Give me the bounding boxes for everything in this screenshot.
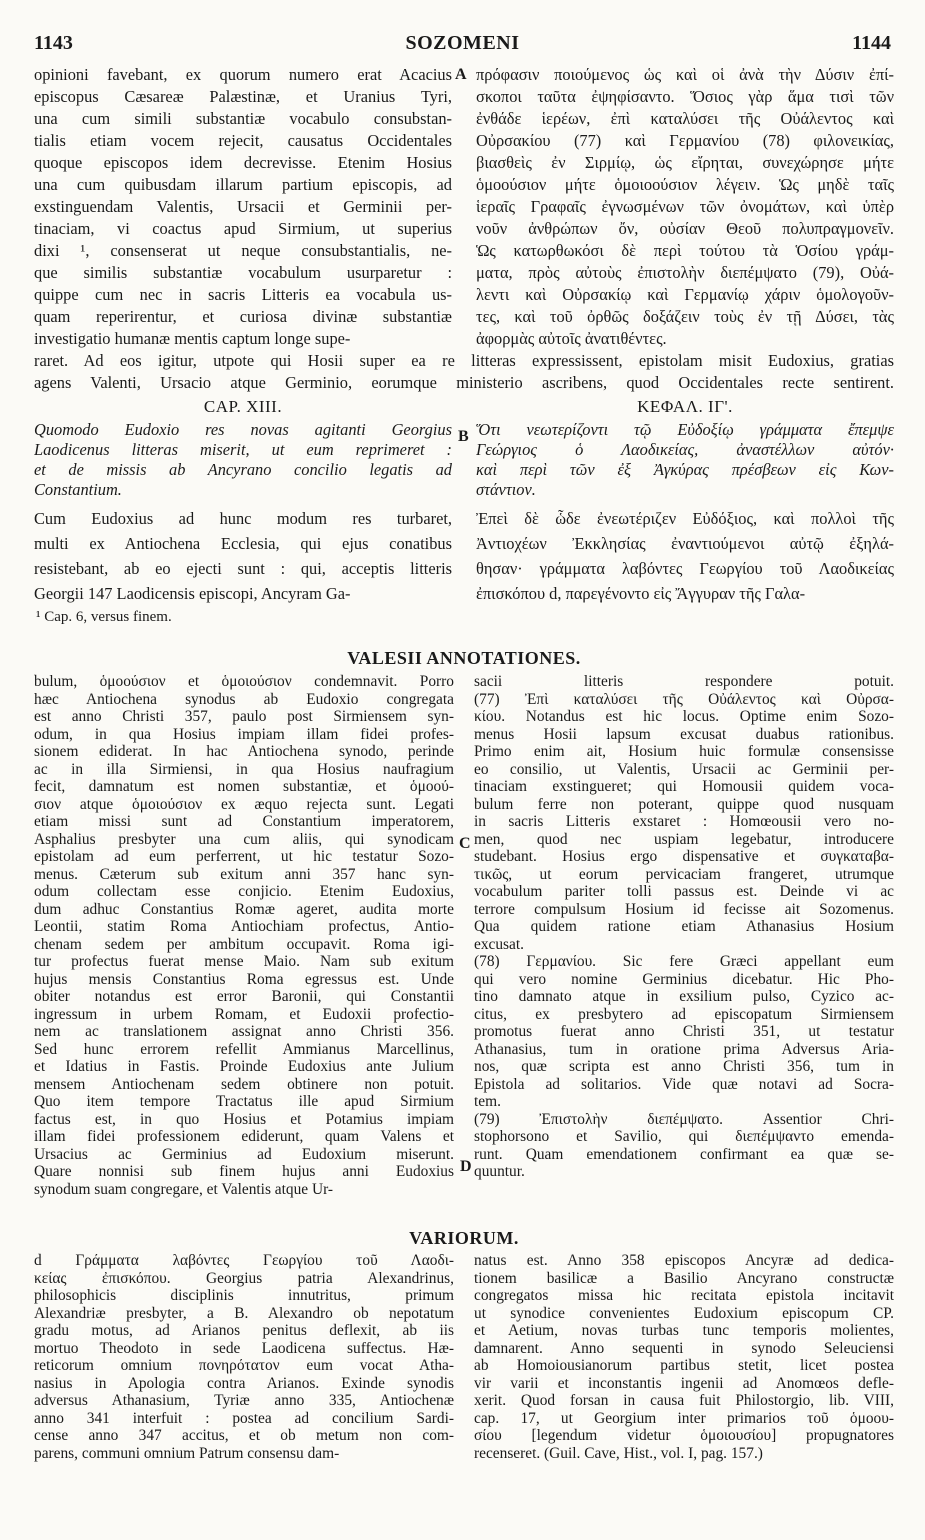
latin-chapter-heading: CAP. XIII.: [203, 397, 283, 416]
greek-text-line: σκοποι ταῦτα ἐψηφίσαντο. Ὅσιος γὰρ ἅμα τισὶ τῶν: [476, 87, 894, 106]
greek-chapter-heading: ΚΕΦΑΛ. ΙΓ'.: [637, 397, 733, 416]
annotation-line: tur profectus fuerat mense Maio. Nam sub exitum: [34, 953, 454, 970]
greek-text-line: Ἀντιοχέων Ἐκκλησίας ἐναντιούμενοι αὐτῷ ἐξηλά-: [476, 534, 894, 553]
latin-text-line: quam reperirentur, et curiosa divinæ substantiæ: [34, 307, 452, 326]
annotation-line: epistolam ad eum perferrent, ut hic testatur Sozo-: [34, 848, 454, 865]
greek-text-line: βιασθεὶς ἐν Σιρμίῳ, ὡς εἴρηται, συνεχώρησε μήτε: [476, 153, 894, 172]
greek-text-line: πρόφασιν ποιούμενος ὡς καὶ οἱ ἀνὰ τὴν Δύσιν ἐπί-: [476, 65, 894, 84]
annotation-line: dum adhuc Constantius Romæ ageret, audita morte: [34, 900, 454, 918]
annotation-line: terrore compulsum Hosium id fecisse ait Sozomenus.: [474, 900, 894, 918]
valesii-left-column: [34, 673, 454, 1198]
chapter-headings: [34, 396, 894, 418]
margin-letter-b: B: [458, 428, 469, 445]
greek-chapter-text: [476, 506, 894, 606]
margin-letter-a: A: [455, 66, 467, 83]
variorum-line: cense anno 347 accitus, et ob metum non com-: [34, 1427, 454, 1444]
greek-summary-line: στάντιον.: [476, 480, 536, 499]
annotation-line: promotus fuerat anno Christi 351, ut testatur: [474, 1023, 894, 1040]
variorum-line: et Aetium, novas turbas tunc temporis molientes,: [474, 1322, 894, 1339]
annotation-line: citus, ex presbytero ad episcopatum Sirmiensem: [474, 1005, 894, 1023]
latin-text-line: Cum Eudoxius ad hunc modum res turbaret,: [34, 509, 452, 528]
latin-summary-line: Quomodo Eudoxio res novas agitanti Georgius: [34, 420, 452, 439]
latin-summary-line: et de missis ab Ancyrano concilio legatis ad: [34, 460, 452, 479]
annotation-line: factus est, in quo Hosius et Potamius impiam: [34, 1110, 454, 1128]
annotation-line: Primo enim ait, Hosium huic formulæ consensisse: [474, 743, 894, 760]
variorum-line: anno 341 interfuit : postea ad concilium Sardi-: [34, 1409, 454, 1427]
greek-text-line: ἀφορμὰς αὐτοῖς ἀνατιθέντες.: [476, 329, 667, 348]
greek-text-line: νοῦν ἀνθρώπων ὄν, οὐσίαν Θεοῦ πολυπραγμονεῖν.: [476, 219, 894, 238]
annotation-line: Leontii, statim Roma Antiochiam profectus, Antio-: [34, 918, 454, 935]
annotation-line: tinaciam exstingueret; qui Homousii quidem voca-: [474, 778, 894, 795]
annotation-line: Athanasius, tum in oratione prima Adversus Aria-: [474, 1040, 894, 1058]
valesii-right-column: [474, 673, 894, 1198]
variorum-line: ab Homoiousianorum partibus stetit, licet postea: [474, 1357, 894, 1374]
annotation-line: studebant. Hosius ergo dispensative et συγκαταβα-: [474, 848, 894, 865]
annotation-line: menus. Cæterum sub exitum anni 357 hanc syn-: [34, 865, 454, 883]
variorum-line: recenseret. (Guil. Cave, Hist., vol. I, pag. 157.): [474, 1444, 763, 1462]
running-title: SOZOMENI: [405, 32, 520, 54]
annotation-line: bulum ferre non poterant, quippe quod nusquam: [474, 795, 894, 813]
greek-text-line: ὁμοούσιον μήτε ὁμοιοούσιον λέγειν. Ὡς μηδὲ ταῖς: [476, 175, 894, 194]
greek-text-line: ματα, πρὸς αὐτοὺς ἐπιστολὴν διεπέμψατο (79), Οὐά-: [476, 263, 894, 282]
variorum-notes: [34, 1252, 894, 1462]
latin-text-line: quippe cum nec in sacris Litteris ea vocabula us-: [34, 285, 452, 304]
variorum-line: xerit. Quod forsan in causa fuit Philostorgio, lib. VIII,: [474, 1392, 894, 1409]
latin-text-line: investigatio humanæ mentis captum longe supe-: [34, 329, 351, 348]
greek-text-line: θησαν· γράμματα λαβόντες Γεωργίου τοῦ Λαοδικείας: [476, 559, 894, 578]
valesii-heading: VALESII ANNOTATIONES.: [347, 648, 581, 668]
latin-text-line: exstinguendam Valentis, Ursacii et Germinii per-: [34, 197, 452, 216]
annotation-line: stophorsono et Savilio, qui διεπέμψαντο emenda-: [474, 1128, 894, 1145]
page-number-right: 1144: [852, 32, 891, 54]
full-width-text: [34, 350, 894, 394]
annotation-line: hæc Antiochena synodus ab Eudoxio congregata: [34, 690, 454, 708]
variorum-right-column: [474, 1252, 894, 1462]
annotation-line: illam fidei professionem ediderunt, quam Valens et: [34, 1128, 454, 1145]
variorum-line: ut synodice convenientes Eudoxium episcopum CP.: [474, 1304, 894, 1322]
latin-text-line: opinioni favebant, ex quorum numero erat Acacius: [34, 65, 452, 84]
latin-text-line: tinaciam, vi coactus apud Sirmium, ut superius: [34, 219, 452, 238]
parallel-text: [34, 64, 894, 350]
annotation-line: nos, quæ scripta est anno Christi 356, tum in: [474, 1058, 894, 1075]
greek-text-line: Οὐρσακίου (77) καὶ Γερμανίου (78) φιλονεικίας,: [476, 131, 894, 150]
annotation-line: tem.: [474, 1093, 501, 1110]
annotation-line: (78) Γερμανίου. Sic fere Græci appellant eum: [474, 953, 894, 970]
annotation-line: chenam sedem per ambitum occupavit. Roma igi-: [34, 935, 454, 953]
greek-text-line: Ὡς κατωρθωκόσι δὲ περὶ τούτου τὰ Ὁσίου γράμ-: [476, 241, 894, 260]
variorum-heading: VARIORUM.: [409, 1228, 519, 1248]
latin-text-line: multi ex Antiochena Ecclesia, qui ejus conatibus: [34, 534, 452, 553]
greek-chapter-summary: [476, 420, 894, 500]
footnote: ¹ Cap. 6, versus finem.: [36, 609, 172, 625]
latin-chapter-text: [34, 506, 452, 606]
variorum-line: Alexandriæ presbyter, a B. Alexandro ob nepotatum: [34, 1304, 454, 1322]
annotation-line: (77) Ἐπὶ καταλύσει τῆς Οὐάλεντος καὶ Οὐρσα-: [474, 690, 894, 708]
variorum-line: reticorum omnium πονηρότατον eum vocat Atha-: [34, 1357, 454, 1374]
greek-summary-line: καὶ περὶ τῶν ἐξ Ἀγκύρας πρέσβεων εἰς Κων-: [476, 460, 894, 479]
variorum-line: parens, communi omnium Patrum consensu dam-: [34, 1444, 340, 1462]
chapter-text: [34, 506, 894, 606]
annotation-line: tino damnato atque in exsilium pulso, Cyzico ac-: [474, 988, 894, 1005]
annotation-line: sacii litteris respondere potuit.: [474, 673, 894, 690]
annotation-line: est anno Christi 357, paulo post Sirmiensem syn-: [34, 708, 454, 725]
annotation-line: odum collectam esse conjicio. Etenim Eudoxius,: [34, 883, 454, 900]
greek-text-line: λεντι καὶ Οὐρσακίῳ καὶ Γερμανίῳ χάριν ὁμολογοῦν-: [476, 285, 894, 304]
variorum-line: damnarent. Anno sequenti in synodo Seleuciensi: [474, 1339, 894, 1357]
latin-text-line: resistebant, ab eo ejecti sunt : qui, acceptis litteris: [34, 559, 452, 578]
variorum-line: tionem basilicæ a Basilio Ancyrano constructæ: [474, 1269, 894, 1287]
annotation-line: Qua quidem ratione etiam Athanasius Hosium: [474, 918, 894, 935]
variorum-line: cap. 17, ut Georgium inter primarios τοῦ ὁμοου-: [474, 1409, 894, 1427]
variorum-line: mortuo Theodoto in sede Laodicena suffectus. Hæ-: [34, 1339, 454, 1357]
greek-summary-line: Ὅτι νεωτερίζοντι τῷ Εὐδοξίῳ γράμματα ἔπεμψε: [476, 420, 894, 439]
annotation-line: excusat.: [474, 935, 524, 953]
annotation-line: τικῶς, ut eorum pervicaciam frangeret, utrumque: [474, 865, 894, 883]
full-text-line: raret. Ad eos igitur, utpote qui Hosii super ea re litteras expressissent, epistolam misit Eudoxius, gratias: [34, 351, 894, 370]
latin-text-line: episcopus Cæsareæ Palæstinæ, et Uranius Tyri,: [34, 87, 452, 106]
latin-text-line: una cum quibusdam illarum partium episcopis, ad: [34, 175, 452, 194]
annotation-line: qui vero nomine Germinius dicebatur. Hic Pho-: [474, 970, 894, 988]
greek-text-line: Ἐπεὶ δὲ ὧδε ἐνεωτέριζεν Εὐδόξιος, καὶ πολλοὶ τῆς: [476, 509, 894, 528]
annotation-line: in sacris Litteris exstaret : Homœousii vero no-: [474, 813, 894, 830]
latin-summary-line: Laodicenus litteras miserit, ut eum reprimeret :: [34, 440, 452, 459]
annotation-line: men, quod nec uspiam legebatur, introducere: [474, 830, 894, 848]
greek-text-line: τες, καὶ τοῦ ὀρθῶς δοξάζειν τοὺς ἐν τῇ Δύσει, τὰς: [476, 307, 894, 326]
annotation-line: ingressum in urbem Romam, et Eudoxii profectio-: [34, 1005, 454, 1023]
annotation-line: sionem ediderat. In hac Antiochena synodo, perinde: [34, 743, 454, 760]
annotation-line: eo consilio, ut Valentis, Ursacii ac Germinii per-: [474, 760, 894, 778]
variorum-left-column: [34, 1252, 454, 1462]
annotation-line: Ursacius ac Germinius ad Eudoxium miserunt.: [34, 1145, 454, 1163]
margin-letter-d: D: [460, 1158, 472, 1175]
variorum-line: natus est. Anno 358 episcopos Ancyræ ad dedica-: [474, 1252, 894, 1269]
greek-summary-line: Γεώργιος ὁ Λαοδικείας, ἀναστέλλων αὐτόν·: [476, 440, 894, 459]
variorum-line: adversus Athanasium, Tyriæ anno 335, Antiochenæ: [34, 1392, 454, 1409]
variorum-line: congregatos missa hic recitata epistola incitavit: [474, 1287, 894, 1304]
valesii-annotations: [34, 673, 894, 1198]
annotation-line: menus Hosii lapsum excusat duabus rationibus.: [474, 725, 894, 743]
latin-text-line: una cum simili substantiæ vocabulo consubstan-: [34, 109, 452, 128]
annotation-line: obiter notandus est error Baronii, qui Constantii: [34, 988, 454, 1005]
variorum-line: gradu motus, ad Arianos penitus deflexit, ab iis: [34, 1322, 454, 1339]
annotation-line: odum, in qua Hosius impiam illam fidei profes-: [34, 725, 454, 743]
greek-text-line: ἐπισκόπου d, παρεγένοντο εἰς Ἄγγυραν τῆς Γαλα-: [476, 584, 806, 603]
variorum-line: σίου [legendum videtur ὁμοιουσίου] propugnatores: [474, 1427, 894, 1444]
annotation-line: σιον atque ὁμοιούσιον ex æquo rejecta sunt. Legati: [34, 795, 454, 813]
main-text: [34, 64, 894, 628]
latin-chapter-summary: [34, 420, 452, 500]
variorum-line: κείας ἐπισκόπου. Georgius patria Alexandrinus,: [34, 1269, 454, 1287]
annotation-line: runt. Quam emendationem confirmant ea quæ se-: [474, 1145, 894, 1163]
annotation-line: Asphalius presbyter una cum aliis, qui synodicam: [34, 830, 454, 848]
margin-letter-c: C: [459, 835, 471, 852]
annotation-line: vocabulum pariter tolli passus est. Deinde vi ac: [474, 883, 894, 900]
annotation-line: hujus mensis Constantius Roma egressus est. Unde: [34, 970, 454, 988]
annotation-line: etiam missi sunt ad Constantium imperatorem,: [34, 813, 454, 830]
latin-column: [34, 64, 452, 350]
latin-text-line: dixi ¹, consenserat ut neque consubstantialis, ne-: [34, 241, 452, 260]
annotation-line: quuntur.: [474, 1163, 525, 1180]
latin-text-line: Georgii 147 Laodicensis episcopi, Ancyram Ga-: [34, 584, 351, 603]
greek-text-line: ἱεραῖς Γραφαῖς ἐγνωσμένων τῶν ὀνομάτων, καὶ ὑπὲρ: [476, 197, 894, 216]
annotation-line: nem ac translationem assignat anno Christi 356.: [34, 1023, 454, 1040]
annotation-line: synodum suam congregare, et Valentis atque Ur-: [34, 1180, 334, 1198]
greek-text-line: ἐνθάδε ἱερέων, ἐπὶ καταλύσει τῆς Οὐάλεντος καὶ: [476, 109, 894, 128]
full-text-line: agens Valenti, Ursacio atque Germinio, eorumque ministerio ascribens, quod Occidentales recte sentirent.: [34, 373, 894, 392]
variorum-line: nasius in Apologia contra Arianos. Exinde synodis: [34, 1374, 454, 1392]
annotation-line: (79) Ἐπιστολὴν διεπέμψατο. Assentior Chri-: [474, 1110, 894, 1128]
annotation-line: Sed hunc errorem refellit Ammianus Marcellinus,: [34, 1040, 454, 1058]
annotation-line: Epistola ad solitarios. Vide quæ notavi ad Socra-: [474, 1075, 894, 1093]
latin-text-line: quoque episcopos idem decrevisse. Etenim Hosius: [34, 153, 452, 172]
variorum-line: philosophicis disciplinis innutritus, primum: [34, 1287, 454, 1304]
annotation-line: bulum, ὁμοούσιον et ὁμοιούσιον condemnavit. Porro: [34, 673, 454, 690]
annotation-line: fecit, damnatum est nomen substantiæ, et ὁμοού-: [34, 778, 454, 795]
variorum-line: vir varii et inconstantis ingenii ad Anomœos defle-: [474, 1374, 894, 1392]
running-header: [34, 32, 891, 54]
latin-text-line: que similis substantiæ vocabulum usurparetur :: [34, 263, 452, 282]
annotation-line: Quo item tempore Tractatus ille apud Sirmium: [34, 1093, 454, 1110]
annotation-line: ac in illa Sirmiensi, in qua Hosius naufragium: [34, 760, 454, 778]
greek-column: [476, 64, 894, 350]
latin-text-line: tialis etiam vocem rejecit, causatus Occidentales: [34, 131, 452, 150]
latin-summary-line: Constantium.: [34, 480, 122, 499]
page-number-left: 1143: [34, 32, 73, 54]
annotation-line: κίου. Notandus est hic locus. Optime enim Sozo-: [474, 708, 894, 725]
annotation-line: et Idatius in Fastis. Proinde Eudoxius ante Julium: [34, 1058, 454, 1075]
annotation-line: Quare nonnisi sub finem hujus anni Eudoxius: [34, 1163, 454, 1180]
variorum-line: d Γράμματα λαβόντες Γεωργίου τοῦ Λαοδι-: [34, 1252, 454, 1269]
annotation-line: mensem Antiochenam sedem obtinere non potuit.: [34, 1075, 454, 1093]
